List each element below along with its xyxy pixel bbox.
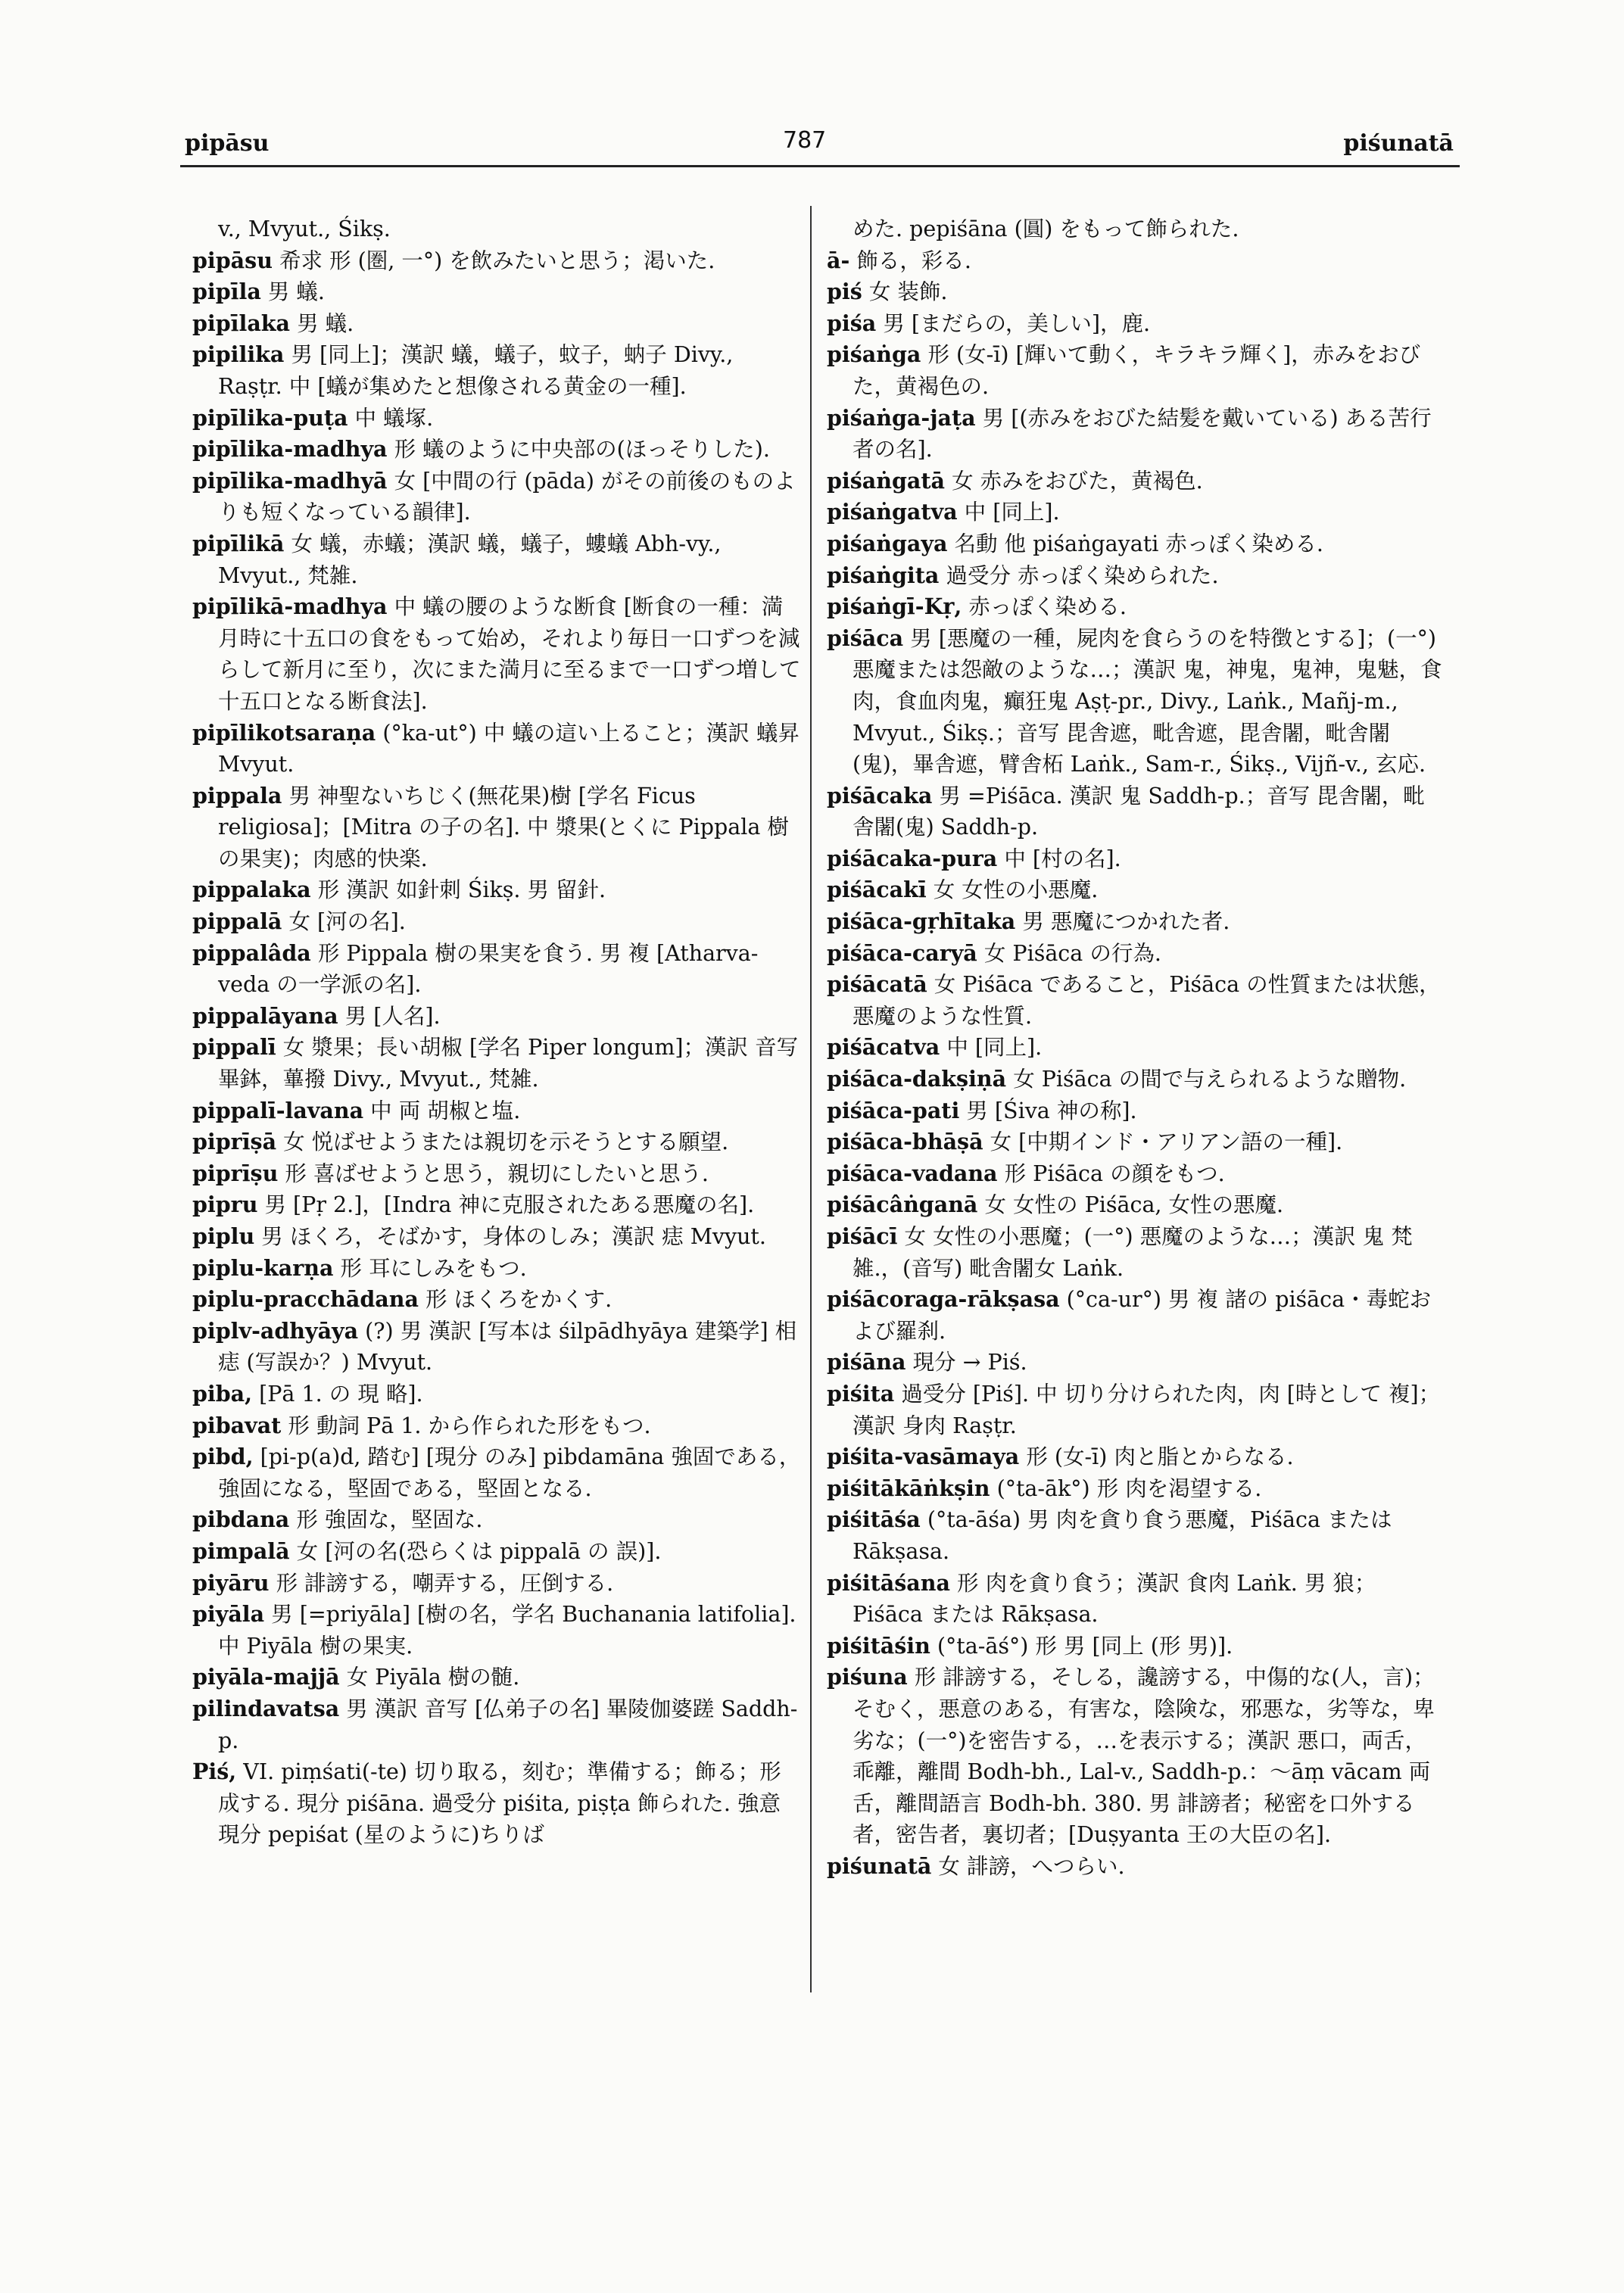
entry-headword: piprīṣā (192, 1129, 277, 1155)
dictionary-entry (827, 276, 1444, 308)
dictionary-entry (192, 1032, 803, 1095)
entry-headword: piba, (192, 1380, 253, 1407)
entry-headword: pibdana (192, 1506, 290, 1533)
dictionary-entry (827, 1032, 1444, 1064)
dictionary-entry (192, 1001, 803, 1033)
entry-definition: 形 蟻のように中央部の(ほっそりした). (394, 437, 770, 463)
entry-headword: piśāca-bhāṣā (827, 1129, 983, 1155)
entry-definition: 女 [中期インド・アリアン語の一種]. (990, 1129, 1343, 1155)
entry-definition: 形 誹謗する，嘲弄する，圧倒する. (276, 1570, 614, 1596)
entry-definition: 女 女性の小悪魔. (933, 877, 1099, 903)
entry-headword: pipāsu (192, 247, 273, 273)
entry-headword: piśaṅgita (827, 562, 940, 588)
entry-headword: Piś, (192, 1759, 237, 1785)
entry-definition: 形 Piśāca の顔をもつ. (1004, 1161, 1225, 1186)
entry-definition: [Pā 1. の 現 略]. (259, 1381, 423, 1407)
entry-definition: 形 強固な，堅固な. (296, 1507, 483, 1533)
dictionary-entry (827, 780, 1444, 843)
entry-headword: piśāca-gṛhītaka (827, 908, 1016, 935)
entry-definition: 形 耳にしみをもつ. (340, 1255, 527, 1281)
entry-headword: piplu (192, 1223, 255, 1249)
entry-headword: piśitāśana (827, 1569, 950, 1596)
entry-headword: piśitāśin (827, 1632, 930, 1659)
entry-definition: 形 漢訳 如針刺 Śikṣ. 男 留針. (317, 877, 606, 903)
entry-headword: pippalā (192, 908, 282, 935)
entry-headword: piśācatva (827, 1034, 940, 1061)
dictionary-entry (192, 1221, 803, 1253)
entry-definition: (°ta-āśa) 男 肉を貪り食う悪魔，Piśāca または Rākṣasa. (853, 1507, 1392, 1564)
dictionary-entry (192, 1504, 803, 1536)
dictionary-entry (192, 906, 803, 938)
entry-definition: 形 誹謗する，そしる，讒謗する，中傷的な(人，言)；そむく，悪意のある，有害な，陰険な，邪悪な，劣等な，卑劣な；(一°)を密告する，…を表示する；漢訳 悪口，両舌，乖離，離間 Bodh-bh., Lal-v., Saddh-p.：～āṃ vācam 両舌，離間語言 Bodh-bh. 380. 男 誹謗者；秘密を口外する者，密告者，裏切者；[Duṣyanta 王の大臣の名]. (853, 1665, 1435, 1848)
entry-headword: piśunatā (827, 1852, 932, 1879)
entry-definition: 中 [同上]. (946, 1035, 1043, 1061)
entry-definition: 名動 他 piśaṅgayati 赤っぽく染める. (954, 531, 1323, 556)
dictionary-entry (827, 1284, 1444, 1347)
entry-headword: pippalâda (192, 939, 311, 966)
dictionary-entry (192, 1536, 803, 1568)
dictionary-entry (192, 308, 803, 340)
entry-definition: 中 蟻の腰のような断食 [断食の一種：満月時に十五口の食をもって始め，それより毎日一口ずつを減らして新月に至り，次にまた満月に至るまで一口ずつ増して十五口となる断食法]. (218, 594, 801, 714)
dictionary-entry (192, 245, 803, 277)
dictionary-entry (827, 843, 1444, 875)
entry-headword: pibavat (192, 1412, 282, 1438)
dictionary-entry (192, 1253, 803, 1285)
entry-headword: piplv-adhyāya (192, 1317, 359, 1344)
entry-definition: 形 肉を貪り食う；漢訳 食肉 Laṅk. 男 狼；Piśāca または Rākṣasa. (853, 1570, 1376, 1628)
entry-definition: 男 =Piśāca. 漢訳 鬼 Saddh-p.；音写 毘舎闍，毗舎闍(鬼) Saddh-p. (853, 783, 1425, 840)
entry-headword: pippalī (192, 1034, 276, 1061)
dictionary-entry (192, 528, 803, 591)
left-column (192, 213, 803, 1851)
dictionary-entry (827, 1473, 1444, 1505)
entry-headword: pipīlikā-madhya (192, 594, 388, 620)
entry-headword: piśaṅga-jaṭa (827, 404, 976, 431)
dictionary-entry (192, 938, 803, 1001)
entry-headword: pipru (192, 1192, 258, 1218)
entry-headword: pippalaka (192, 877, 311, 903)
dictionary-entry (192, 1599, 803, 1662)
entry-definition: (°ka-ut°) 中 蟻の這い上ること；漢訳 蟻昇 Mvyut. (218, 720, 800, 777)
entry-headword: pippalī-lavana (192, 1097, 364, 1123)
entry-definition: 女 Piśāca の間で与えられるような贈物. (1013, 1067, 1407, 1092)
dictionary-entry (827, 1064, 1444, 1095)
entry-definition: 男 [まだらの，美しい]，鹿. (883, 310, 1151, 336)
entry-headword: piśaṅgatva (827, 499, 958, 525)
entry-headword: piśācaka (827, 782, 933, 808)
entry-definition: 男 漢訳 音写 [仏弟子の名] 畢陵伽婆蹉 Saddh-p. (218, 1696, 798, 1753)
entry-definition: (°ca-ur°) 男 複 諸の piśāca・毒蛇および羅刹. (853, 1287, 1432, 1344)
entry-definition: 女 赤みをおびた，黄褐色. (952, 468, 1203, 494)
running-head-first-word: pipāsu (185, 130, 270, 157)
entry-headword: pipīla (192, 279, 261, 305)
dictionary-entry (192, 1284, 803, 1316)
entry-headword: piś (827, 279, 862, 305)
entry-headword: piśaṅga (827, 341, 921, 368)
dictionary-entry (192, 1756, 803, 1851)
dictionary-entry (827, 1504, 1444, 1567)
entry-definition: 形 (女-ī) [輝いて動く，キラキラ輝く]，赤みをおびた，黄褐色の. (853, 342, 1421, 399)
dictionary-entry (192, 1095, 803, 1127)
entry-definition: 形 Pippala 樹の果実を食う. 男 複 [Atharva-veda の一学派の名]. (218, 940, 759, 998)
entry-definition: (°ta-āś°) 形 男 [同上 (形 男)]. (937, 1633, 1233, 1659)
entry-definition: 女 誹謗，へつらい. (938, 1853, 1125, 1879)
entry-headword: piśaṅgaya (827, 530, 948, 556)
dictionary-entry (827, 591, 1444, 623)
dictionary-entry (192, 403, 803, 435)
dictionary-entry (192, 591, 803, 717)
entry-headword: piśācoraga-rākṣasa (827, 1286, 1060, 1313)
dictionary-entry (192, 1316, 803, 1379)
dictionary-entry (827, 528, 1444, 560)
entry-headword: pippalāyana (192, 1002, 338, 1029)
dictionary-entry (827, 1441, 1444, 1473)
entry-definition: めた. pepiśāna (圓) をもって飾られた. (853, 217, 1239, 241)
dictionary-entry (827, 1662, 1444, 1851)
running-head-last-word: piśunatā (1343, 130, 1454, 157)
dictionary-entry (827, 245, 1444, 277)
entry-headword: pipīlika-madhya (192, 436, 388, 463)
entry-headword: pilindavatsa (192, 1695, 340, 1721)
dictionary-entry (827, 339, 1444, 402)
entry-definition: 過受分 [Piś]. 中 切り分けられた肉，肉 [時として 複]；漢訳 身肉 Raṣṭr. (853, 1381, 1441, 1438)
dictionary-entry (827, 1095, 1444, 1127)
entry-headword: piplu-karṇa (192, 1254, 334, 1281)
entry-headword: pipīlaka (192, 310, 291, 336)
entry-definition: 女 Piśāca の行為. (983, 940, 1161, 966)
entry-headword: piśita (827, 1380, 895, 1407)
entry-headword: piyāru (192, 1569, 270, 1596)
entry-headword: piśāca-caryā (827, 939, 977, 966)
entry-headword: piyāla (192, 1601, 265, 1628)
entry-headword: piśāna (827, 1349, 906, 1375)
entry-definition: 男 [人名]. (344, 1003, 441, 1029)
entry-definition: 女 女性の Piśāca, 女性の悪魔. (984, 1192, 1284, 1218)
entry-definition: [pi-p(a)d, 踏む] [現分 のみ] pibdamāna 強固である，強固になる，堅固である，堅固となる. (218, 1444, 801, 1501)
dictionary-entry (192, 434, 803, 466)
entry-definition: 形 動詞 Pā 1. から作られた形をもつ. (288, 1413, 651, 1438)
dictionary-entry (827, 1126, 1444, 1158)
dictionary-entry (827, 308, 1444, 340)
entry-definition: 女 悦ばせようまたは親切を示そうとする願望. (283, 1129, 729, 1155)
entry-headword: piplu-pracchādana (192, 1286, 419, 1313)
entry-headword: piśācâṅganā (827, 1192, 978, 1218)
entry-definition: 男 蟻. (297, 310, 354, 336)
entry-definition: (°ta-āk°) 形 肉を渇望する. (996, 1475, 1262, 1501)
entry-headword: pipīlika-puṭa (192, 404, 348, 431)
entry-definition: 男 [(赤みをおびた結髪を戴いている) ある苦行者の名]. (853, 405, 1432, 463)
entry-headword: pipīlikā (192, 530, 285, 556)
column-divider (810, 206, 812, 1992)
entry-definition: 女 女性の小悪魔；(一°) 悪魔のような…；漢訳 鬼 梵雑.，(音写) 毗舎闍女 Laṅk. (853, 1224, 1413, 1281)
entry-headword: piśāca-dakṣiṇā (827, 1066, 1007, 1092)
dictionary-entry (827, 1379, 1444, 1441)
entry-headword: piśa (827, 310, 877, 336)
entry-definition: 女 Piyāla 樹の髄. (346, 1665, 520, 1690)
entry-definition: 女 漿果；長い胡椒 [学名 Piper longum]；漢訳 音写 畢鉢，蓽撥 Divy., Mvyut., 梵雑. (218, 1035, 799, 1092)
right-column (827, 213, 1444, 1882)
dictionary-entry (192, 1189, 803, 1221)
entry-definition: 男 [=priyāla] [樹の名，学名 Buchanania latifolia]. 中 Piyāla 樹の果実. (218, 1602, 796, 1659)
entry-definition: 中 [同上]. (964, 500, 1060, 525)
entry-definition: 中 両 胡椒と塩. (370, 1098, 521, 1123)
entry-headword: piśitāśa (827, 1506, 921, 1533)
entry-headword: piśācakī (827, 877, 927, 903)
entry-headword: piśuna (827, 1664, 908, 1690)
header-rule (180, 165, 1460, 167)
dictionary-entry (192, 1693, 803, 1756)
dictionary-entry (192, 276, 803, 308)
entry-definition: 過受分 赤っぽく染められた. (946, 562, 1219, 588)
dictionary-entry (827, 1158, 1444, 1190)
dictionary-entry (827, 560, 1444, 592)
dictionary-entry (192, 213, 803, 245)
dictionary-entry (192, 780, 803, 875)
dictionary-entry (192, 718, 803, 780)
entry-definition: 男 悪魔につかれた者. (1022, 909, 1230, 935)
dictionary-entry (827, 403, 1444, 466)
entry-definition: 女 装飾. (868, 279, 948, 305)
entry-headword: piśācatā (827, 971, 927, 998)
entry-headword: piśitākāṅkṣin (827, 1475, 990, 1501)
dictionary-entry (827, 623, 1444, 780)
entry-definition: 形 喜ばせようと思う，親切にしたいと思う. (285, 1161, 709, 1186)
dictionary-entry (192, 466, 803, 528)
dictionary-entry (192, 874, 803, 906)
entry-headword: piprīṣu (192, 1160, 279, 1186)
dictionary-entry (827, 969, 1444, 1032)
entry-definition: 女 蟻，赤蟻；漢訳 蟻，蟻子，螻蟻 Abh-vy., Mvyut., 梵雑. (218, 531, 722, 588)
entry-headword: piśācaka-pura (827, 845, 998, 871)
entry-definition: 男 ほくろ，そばかす，身体のしみ；漢訳 痣 Mvyut. (261, 1224, 766, 1249)
entry-headword: pipilika (192, 341, 285, 368)
entry-definition: (?) 男 漢訳 [写本は śilpādhyāya 建築学] 相痣 (写誤か？) Mvyut. (218, 1318, 797, 1375)
entry-definition: v., Mvyut., Śikṣ. (218, 217, 391, 241)
entry-definition: 男 [同上]；漢訳 蟻，蟻子，蚊子，蚋子 Divy., Raṣṭr. 中 [蟻が集めたと想像される黄金の一種]. (218, 342, 734, 399)
entry-definition: 女 [中間の行 (pāda) がその前後のものよりも短くなっている韻律]. (218, 468, 796, 525)
entry-definition: 男 神聖ないちじく(無花果)樹 [学名 Ficus religiosa]；[Mitra の子の名]. 中 漿果(とくに Pippala 樹の果実)；肉感的快楽. (218, 783, 789, 871)
entry-definition: 女 Piśāca であること，Piśāca の性質または状態，悪魔のような性質. (853, 972, 1441, 1029)
entry-definition: 男 蟻. (267, 279, 325, 305)
entry-headword: pibd, (192, 1444, 254, 1470)
entry-headword: piśāca-vadana (827, 1160, 998, 1186)
entry-headword: ā- (827, 247, 850, 273)
entry-definition: VI. piṃśati(-te) 切り取る，刻む；準備する；飾る；形成する. 現分 piśāna. 過受分 piśita, piṣṭa 飾られた. 強意 現分 pepiśat (星のように)ちりば (218, 1759, 781, 1848)
dictionary-entry (827, 213, 1444, 245)
entry-headword: piśācī (827, 1223, 898, 1249)
entry-definition: 男 [Pṛ 2.]，[Indra 神に克服されたある悪魔の名]. (264, 1192, 755, 1218)
dictionary-entry (192, 1568, 803, 1600)
dictionary-entry (827, 466, 1444, 497)
entry-definition: 男 [悪魔の一種，屍肉を食らうのを特徴とする]；(一°)悪魔または怨敵のような…；漢訳 鬼，神鬼，鬼神，鬼魅，食肉，食血肉鬼，癲狂鬼 Aṣṭ-pr., Divy., Laṅk., Mañj-m., Mvyut., Śikṣ.；音写 毘舎遮，毗舎遮，毘舎闍，毗舎闍(鬼)，畢舎遮，臂舎柘 Laṅk., Sam-r., Śikṣ., Vijñ-v., 玄応. (853, 625, 1442, 777)
entry-headword: piśita-vasāmaya (827, 1444, 1020, 1470)
entry-definition: 女 [河の名]. (288, 909, 406, 935)
entry-headword: pimpalā (192, 1537, 290, 1564)
dictionary-entry (827, 1851, 1444, 1883)
entry-definition: 男 [Śiva 神の称]. (966, 1098, 1137, 1123)
dictionary-entry (827, 1631, 1444, 1662)
dictionary-entry (827, 497, 1444, 528)
entry-definition: 希求 形 (圏, 一°) を飲みたいと思う；渇いた. (279, 248, 715, 273)
entry-definition: 中 [村の名]. (1004, 846, 1121, 871)
entry-headword: pipīlikotsaraṇa (192, 719, 376, 746)
entry-headword: piśaṅgatā (827, 467, 946, 494)
dictionary-entry (192, 1379, 803, 1410)
dictionary-entry (827, 906, 1444, 938)
entry-definition: 中 蟻塚. (354, 405, 434, 431)
entry-headword: piśāca (827, 625, 904, 651)
dictionary-entry (192, 1410, 803, 1442)
dictionary-entry (827, 1189, 1444, 1221)
entry-headword: pippala (192, 782, 282, 808)
dictionary-entry (827, 1221, 1444, 1284)
entry-headword: piyāla-majjā (192, 1664, 340, 1690)
dictionary-entry (827, 1347, 1444, 1379)
dictionary-entry (192, 339, 803, 402)
entry-definition: 赤っぽく染める. (968, 594, 1127, 620)
entry-definition: 形 ほくろをかくす. (425, 1287, 613, 1313)
dictionary-entry (827, 938, 1444, 970)
dictionary-entry (192, 1441, 803, 1504)
dictionary-entry (192, 1158, 803, 1190)
entry-headword: pipīlika-madhyā (192, 467, 388, 494)
entry-definition: 形 (女-ī) 肉と脂とからなる. (1026, 1444, 1294, 1470)
dictionary-entry (827, 1568, 1444, 1631)
dictionary-entry (827, 874, 1444, 906)
entry-definition: 現分 → Piś. (912, 1350, 1027, 1375)
dictionary-entry (192, 1662, 803, 1693)
entry-headword: piśaṅgī-Kṛ, (827, 594, 962, 620)
entry-headword: piśāca-pati (827, 1097, 960, 1123)
entry-definition: 飾る，彩る. (856, 248, 971, 273)
page-number: 787 (783, 127, 827, 154)
entry-definition: 女 [河の名(恐らくは pippalā の 誤)]. (296, 1538, 662, 1564)
dictionary-entry (192, 1126, 803, 1158)
